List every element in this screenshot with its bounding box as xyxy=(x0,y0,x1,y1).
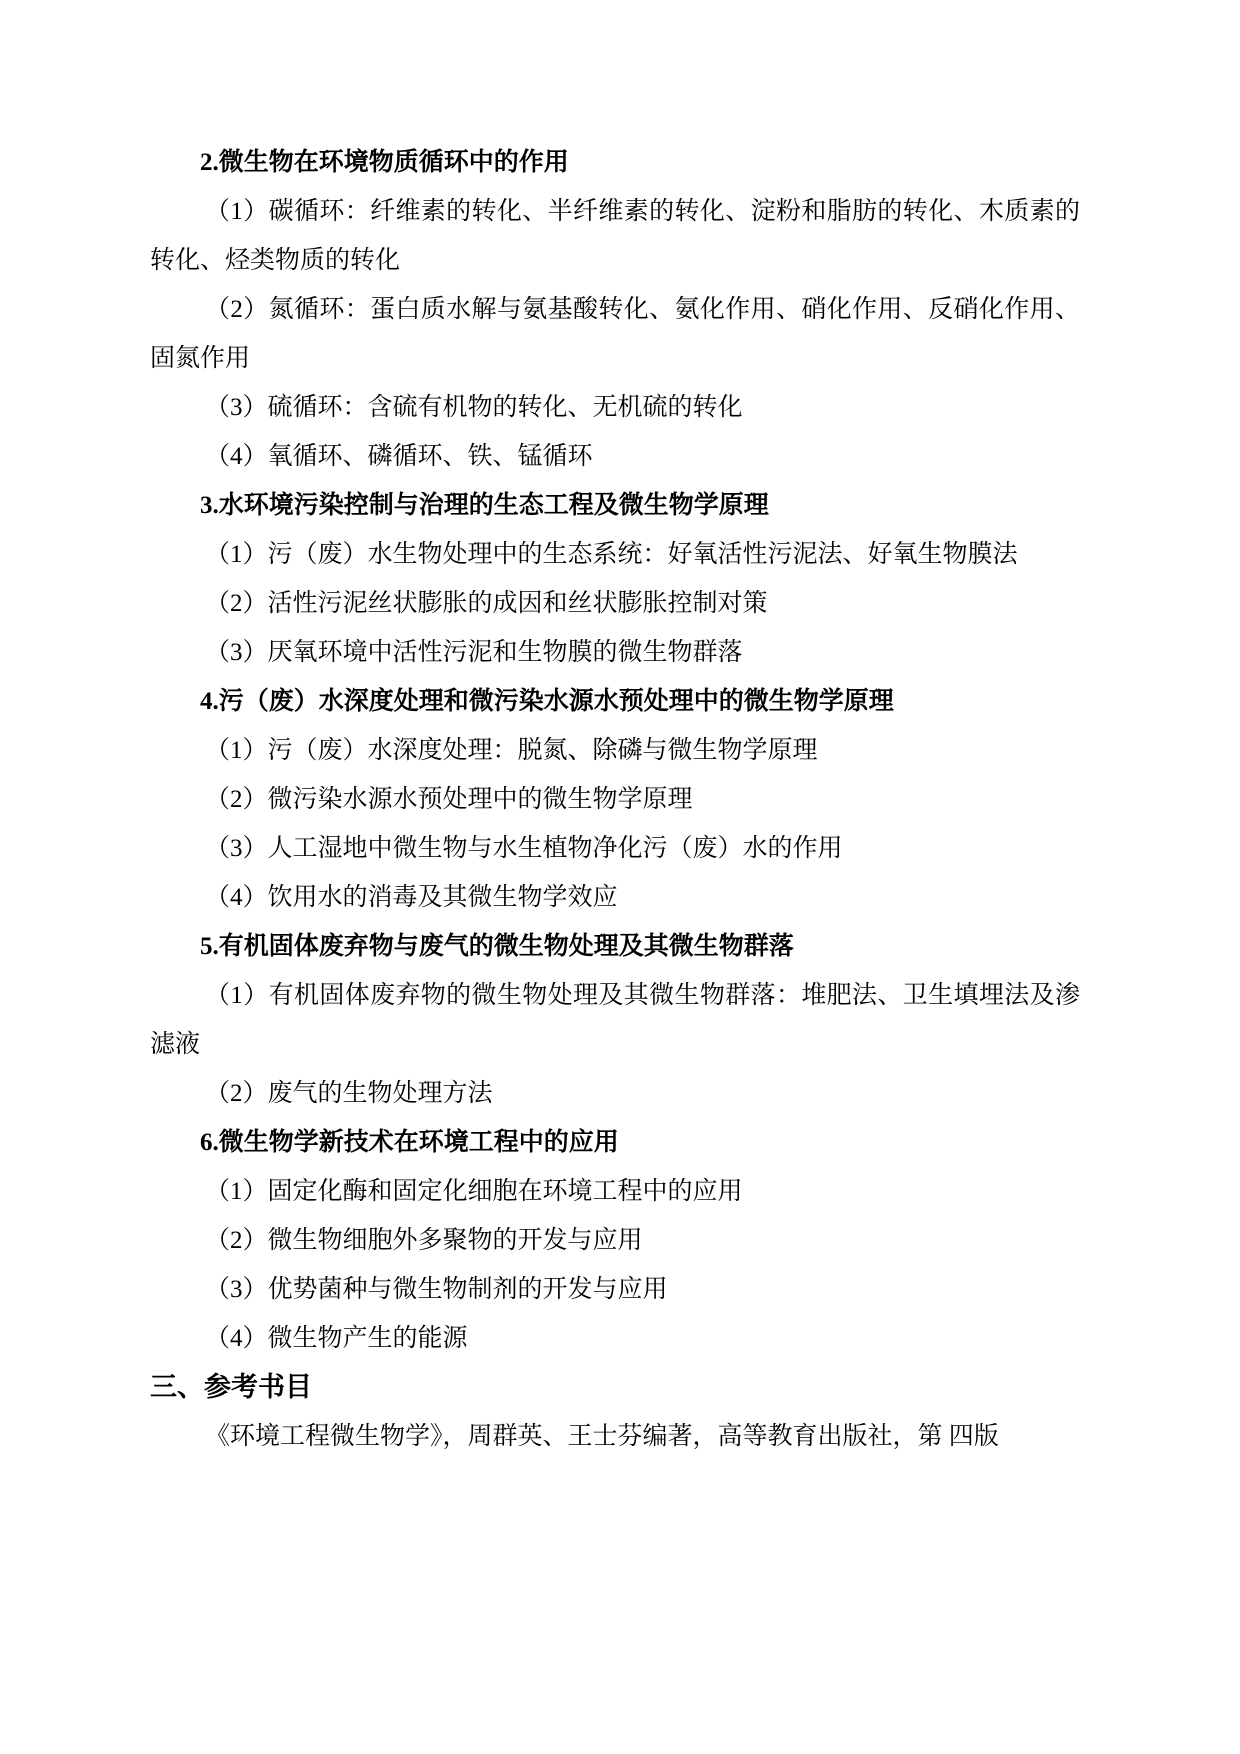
section-6-heading: 6.微生物学新技术在环境工程中的应用 xyxy=(200,1129,619,1156)
section-3-heading: 3.水环境污染控制与治理的生态工程及微生物学原理 xyxy=(200,492,769,519)
references-heading: 三、参考书目 xyxy=(150,1372,312,1402)
section-2-item-3: （3）硫循环：含硫有机物的转化、无机硫的转化 xyxy=(205,394,743,421)
reference-entry: 《环境工程微生物学》，周群英、王士芬编著，高等教育出版社，第 四版 xyxy=(205,1423,999,1450)
section-3-item-1: （1）污（废）水生物处理中的生态系统：好氧活性污泥法、好氧生物膜法 xyxy=(205,541,1018,568)
section-2-heading: 2.微生物在环境物质循环中的作用 xyxy=(200,149,569,176)
section-3-item-3: （3）厌氧环境中活性污泥和生物膜的微生物群落 xyxy=(205,639,743,666)
section-4-heading: 4.污（废）水深度处理和微污染水源水预处理中的微生物学原理 xyxy=(200,688,894,715)
section-5-item-2: （2）废气的生物处理方法 xyxy=(205,1080,493,1107)
section-6-item-4: （4）微生物产生的能源 xyxy=(205,1325,468,1352)
section-4-item-1: （1）污（废）水深度处理：脱氮、除磷与微生物学原理 xyxy=(205,737,818,764)
section-4-item-3: （3）人工湿地中微生物与水生植物净化污（废）水的作用 xyxy=(205,835,843,862)
section-6-item-2: （2）微生物细胞外多聚物的开发与应用 xyxy=(205,1227,643,1254)
section-3-item-2: （2）活性污泥丝状膨胀的成因和丝状膨胀控制对策 xyxy=(205,590,768,617)
section-5-item-1: （1）有机固体废弃物的微生物处理及其微生物群落：堆肥法、卫生填埋法及渗滤液 xyxy=(150,982,1080,1058)
section-5-heading: 5.有机固体废弃物与废气的微生物处理及其微生物群落 xyxy=(200,933,794,960)
section-6-item-3: （3）优势菌种与微生物制剂的开发与应用 xyxy=(205,1276,668,1303)
section-2-item-1: （1）碳循环：纤维素的转化、半纤维素的转化、淀粉和脂肪的转化、木质素的转化、烃类物质的转化 xyxy=(150,198,1080,274)
section-6-item-1: （1）固定化酶和固定化细胞在环境工程中的应用 xyxy=(205,1178,743,1205)
section-4-item-4: （4）饮用水的消毒及其微生物学效应 xyxy=(205,884,618,911)
section-2-item-2: （2）氮循环：蛋白质水解与氨基酸转化、氨化作用、硝化作用、反硝化作用、固氮作用 xyxy=(150,296,1080,372)
section-4-item-2: （2）微污染水源水预处理中的微生物学原理 xyxy=(205,786,693,813)
section-2-item-4: （4）氧循环、磷循环、铁、锰循环 xyxy=(205,443,593,470)
